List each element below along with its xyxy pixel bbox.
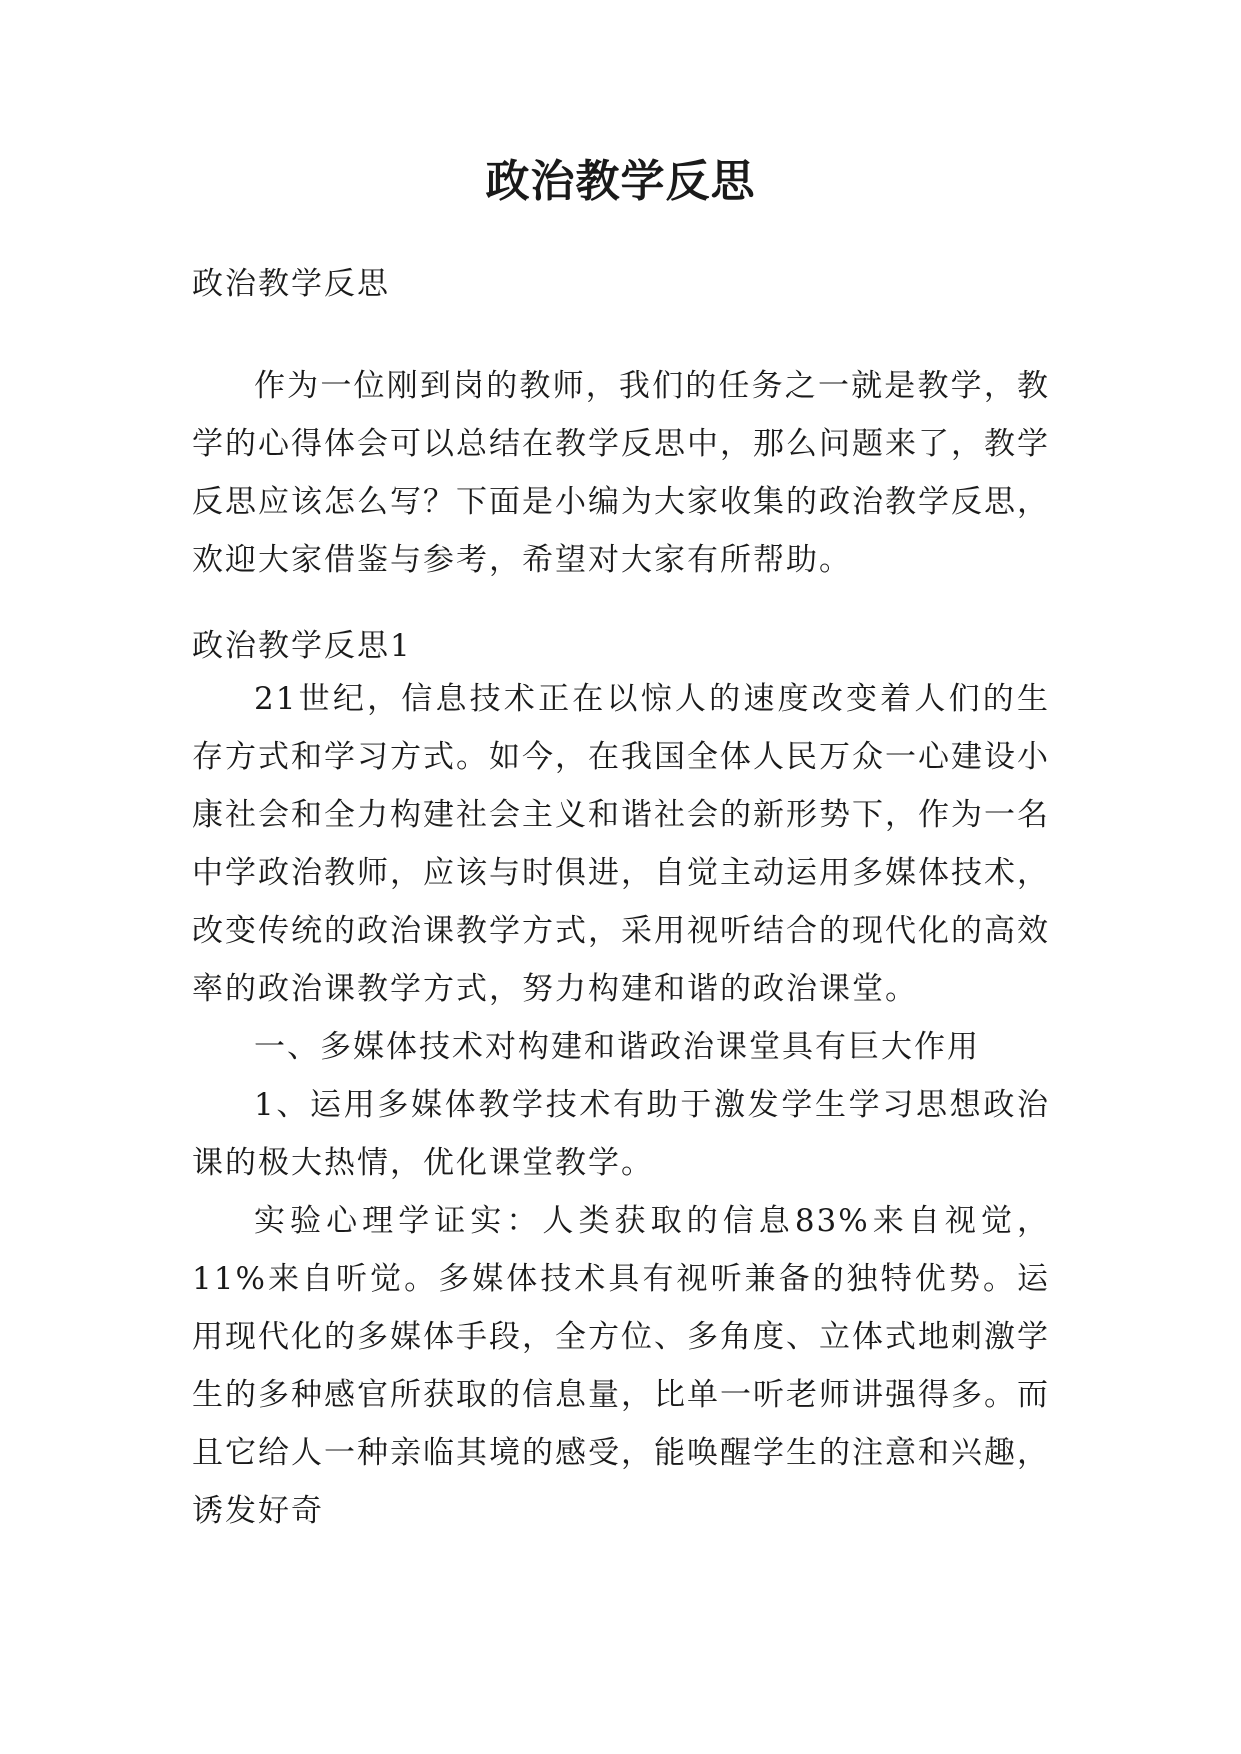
paragraph: 1、运用多媒体教学技术有助于激发学生学习思想政治课的极大热情，优化课堂教学。: [192, 1087, 1050, 1181]
paragraph-heading: 一、多媒体技术对构建和谐政治课堂具有巨大作用: [254, 1029, 980, 1065]
intro-paragraph: 作为一位刚到岗的教师，我们的任务之一就是教学，教学的心得体会可以总结在教学反思中，那么问题来了，教学反思应该怎么写？下面是小编为大家收集的政治教学反思，欢迎大家借鉴与参考，希望对大家有所帮助。: [192, 368, 1050, 578]
section-heading: 政治教学反思1: [192, 628, 412, 664]
section-body: [192, 670, 1050, 1540]
paragraph: 实验心理学证实：人类获取的信息83%来自视觉，11%来自听觉。多媒体技术具有视听兼备的独特优势。运用现代化的多媒体手段，全方位、多角度、立体式地刺激学生的多种感官所获取的信息量，比单一听老师讲强得多。而且它给人一种亲临其境的感受，能唤醒学生的注意和兴趣，诱发好奇: [192, 1203, 1050, 1529]
document-title: 政治教学反思: [485, 156, 756, 207]
document-subtitle: 政治教学反思: [192, 266, 390, 302]
paragraph: 21世纪，信息技术正在以惊人的速度改变着人们的生存方式和学习方式。如今，在我国全体人民万众一心建设小康社会和全力构建社会主义和谐社会的新形势下，作为一名中学政治教师，应该与时俱进，自觉主动运用多媒体技术，改变传统的政治课教学方式，采用视听结合的现代化的高效率的政治课教学方式，努力构建和谐的政治课堂。: [192, 681, 1050, 1007]
